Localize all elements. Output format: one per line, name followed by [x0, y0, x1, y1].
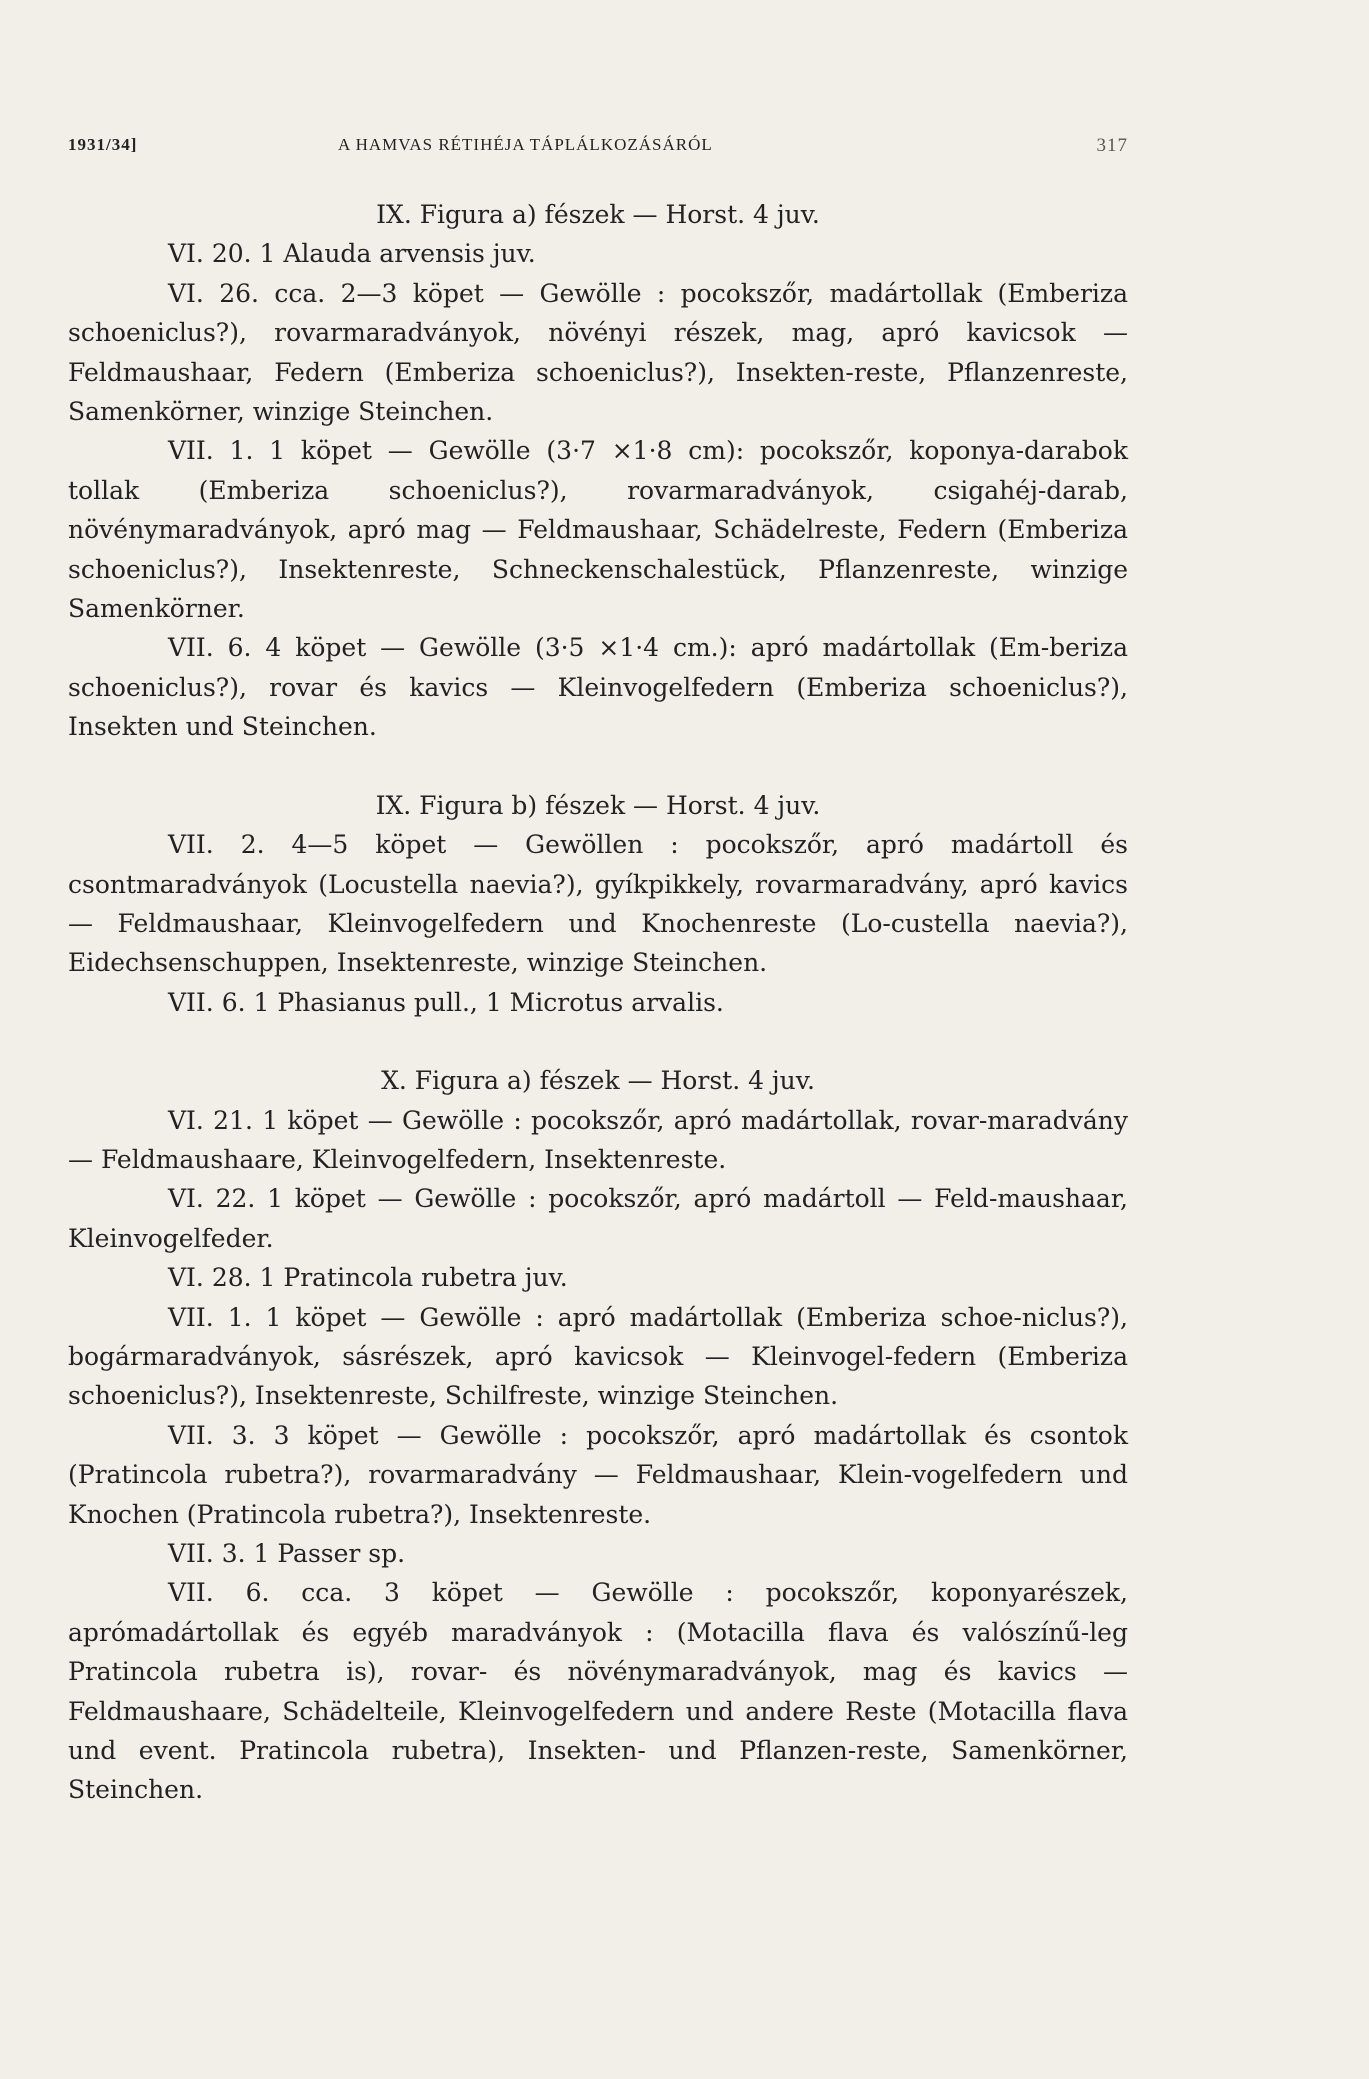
paragraph: VII. 2. 4—5 köpet — Gewöllen : pocokszőr, apró madártoll és csontmaradványok (Locustella naevia?), gyíkpikkely, rovarmaradvány, apró kavics — Feldmaushaar, Kleinvogelfedern und Knochenreste (Lo-custella naevia?), Eidechsenschuppen, Insektenreste, winzige Steinchen. — [68, 830, 1128, 978]
section-heading: IX. Figura b) fészek — Horst. 4 juv. — [375, 790, 821, 820]
section-heading: IX. Figura a) fészek — Horst. 4 juv. — [376, 200, 820, 229]
article-body — [68, 195, 1128, 1810]
paragraph: VI. 21. 1 köpet — Gewölle : pocokszőr, apró madártollak, rovar-maradvány — Feldmaushaare, Kleinvogelfedern, Insektenreste. — [68, 1105, 1128, 1174]
page-number: 317 — [1096, 135, 1128, 156]
paragraph: VII. 6. 4 köpet — Gewölle (3·5 ×1·4 cm.): apró madártollak (Em-beriza schoeniclus?), rovar és kavics — Kleinvogelfedern (Emberiza schoeniclus?), Insekten und Steinchen. — [68, 633, 1128, 742]
paragraph: VI. 26. cca. 2—3 köpet — Gewölle : pocokszőr, madártollak (Emberiza schoeniclus?), rovarmaradványok, növényi részek, mag, apró kavicsok — Feldmaushaar, Federn (Emberiza schoeniclus?), Insekten-reste, Pflanzenreste, Samenkörner, winzige Steinchen. — [68, 278, 1128, 427]
issue-label: 1931/34] — [68, 135, 138, 154]
paragraph: VII. 1. 1 köpet — Gewölle (3·7 ×1·8 cm): pocokszőr, koponya-darabok tollak (Emberiza schoeniclus?), rovarmaradványok, csigahéj-darab, növénymaradványok, apró mag — Feldmaushaar, Schädelreste, Federn (Emberiza schoeniclus?), Insektenreste, Schneckenschalestück, Pflanzenreste, winzige Samenkörner. — [68, 436, 1128, 624]
running-header — [68, 135, 1128, 165]
paragraph: VII. 1. 1 köpet — Gewölle : apró madártollak (Emberiza schoe-niclus?), bogármaradványok, sásrészek, apró kavicsok — Kleinvogel-federn (Emberiza schoeniclus?), Insektenreste, Schilfreste, winzige Steinchen. — [68, 1302, 1128, 1411]
paragraph: VII. 3. 3 köpet — Gewölle : pocokszőr, apró madártollak és csontok (Pratincola rubetra?), rovarmaradvány — Feldmaushaar, Klein-vogelfedern und Knochen (Pratincola rubetra?), Insektenreste. — [68, 1420, 1128, 1529]
section-heading: X. Figura a) fészek — Horst. 4 juv. — [381, 1066, 815, 1096]
paragraph: VI. 28. 1 Pratincola rubetra juv. — [168, 1263, 568, 1293]
running-title: A HAMVAS RÉTIHÉJA TÁPLÁLKOZÁSÁRÓL — [338, 135, 713, 154]
paragraph: VII. 6. 1 Phasianus pull., 1 Microtus arvalis. — [168, 987, 724, 1017]
paragraph: VI. 22. 1 köpet — Gewölle : pocokszőr, apró madártoll — Feld-maushaar, Kleinvogelfeder. — [68, 1184, 1128, 1253]
paragraph: VI. 20. 1 Alauda arvensis juv. — [168, 239, 536, 269]
paragraph: VII. 6. cca. 3 köpet — Gewölle : pocokszőr, koponyarészek, aprómadártollak és egyéb maradványok : (Motacilla flava és valószínű-leg Pratincola rubetra is), rovar- és növénymaradványok, mag és kavics — Feldmaushaare, Schädelteile, Kleinvogelfedern und andere Reste (Motacilla flava und event. Pratincola rubetra), Insekten- und Pflanzen-reste, Samenkörner, Steinchen. — [68, 1578, 1128, 1805]
paragraph: VII. 3. 1 Passer sp. — [168, 1539, 406, 1568]
